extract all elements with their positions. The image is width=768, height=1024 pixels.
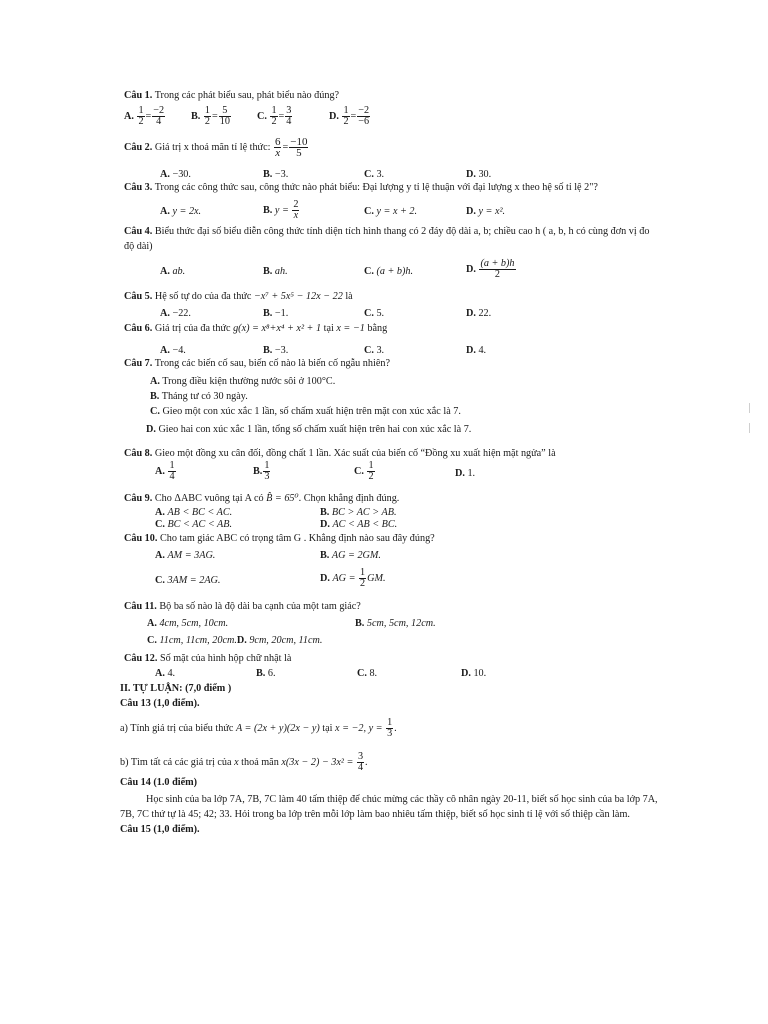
- q11-option-b: B. 5cm, 5cm, 12cm.: [355, 618, 436, 629]
- q9-option-b: B. BC > AC > AB.: [320, 507, 397, 518]
- q4-text: Biểu thức đại số biểu diễn công thức tính diện tích hình thang có 2 đáy độ dài a, b; chiều cao h ( a, b, h có cùng đơn vị đo: [154, 226, 650, 237]
- q1-option-b: B. $\frac{1}{2}$ = $\frac{5}{10}$: [191, 105, 230, 127]
- q2-option-a: A. −30.: [160, 169, 191, 180]
- q9-option-c: C. BC < AC < AB.: [155, 519, 233, 530]
- q7-option-b: B. Tháng tư có 30 ngày.: [150, 391, 248, 402]
- q11-line: Câu 11. Bộ ba số nào là độ dài ba cạnh của một tam giác?: [124, 601, 361, 612]
- q5-option-d: D. 22.: [466, 308, 492, 319]
- part-2-heading: II. TỰ LUẬN: (7,0 điểm ): [120, 683, 232, 694]
- q3-title: Câu 3.: [124, 182, 153, 193]
- q8-line: Câu 8. Gieo một đồng xu cân đối, đồng chất 1 lần. Xác suất của biến cố “Đồng xu xuất hiện mặt ngửa” là: [124, 448, 556, 459]
- scan-mark: [749, 423, 750, 433]
- q4-line-2: độ dài): [124, 241, 153, 252]
- q5-option-b: B. −1.: [263, 308, 289, 319]
- q3-option-d: D. y = x².: [466, 206, 506, 217]
- q12-option-d: D. 10.: [461, 668, 487, 679]
- q6-polynomial: g(x) = x⁸+x⁴ + x² + 1: [233, 323, 322, 334]
- q11-option-cd: C. 11cm, 11cm, 20cm.D. 9cm, 20cm, 11cm.: [147, 635, 323, 646]
- q12-title: Câu 12.: [124, 653, 158, 664]
- q10-option-b: B. AG = 2GM.: [320, 550, 381, 561]
- q9-option-a: A. AB < BC < AC.: [155, 507, 233, 518]
- q12-option-a: A. 4.: [155, 668, 176, 679]
- q5-polynomial: −x⁷ + 5x⁵ − 12x − 22: [253, 291, 343, 302]
- q12-line: Câu 12. Số mặt của hình hộp chữ nhật là: [124, 653, 292, 664]
- q7-line: Câu 7. Trong các biến cố sau, biến cố nào là biến cố ngẫu nhiên?: [124, 358, 390, 369]
- q12-option-b: B. 6.: [256, 668, 276, 679]
- q1-title: Câu 1.: [124, 90, 153, 101]
- q4-option-d: D. $\frac{(a + b)h}{2}$: [466, 258, 515, 280]
- q8-option-a: A. $\frac{1}{4}$: [155, 460, 175, 482]
- q4-option-b: B. ah.: [263, 266, 288, 277]
- q4-option-a: A. ab.: [160, 266, 186, 277]
- q8-title: Câu 8.: [124, 448, 153, 459]
- q13-title: Câu 13 (1,0 điểm).: [120, 698, 200, 709]
- q4-line: [124, 225, 649, 238]
- q10-title: Câu 10.: [124, 533, 158, 544]
- q4-option-c: C. (a + b)h.: [364, 266, 414, 277]
- q1-option-a: A. $\frac{1}{2}$ = $\frac{-2}{4}$: [124, 105, 165, 127]
- q13-part-b: b) Tìm tất cả các giá trị của x thoả mãn x(3x − 2) − 3x² = $\frac{3}{4}$ .: [120, 751, 368, 773]
- q2-option-d: D. 30.: [466, 169, 492, 180]
- q3-option-a: A. y = 2x.: [160, 206, 202, 217]
- q14-line-1: Học sinh của ba lớp 7A, 7B, 7C làm 40 tấm thiệp để chúc mừng các thầy cô nhân ngày 20-11, biết số học sinh của ba lớp 7A,: [146, 794, 658, 805]
- q9-title: Câu 9.: [124, 493, 153, 504]
- q2-option-b: B. −3.: [263, 169, 289, 180]
- q5-option-a: A. −22.: [160, 308, 191, 319]
- q8-option-b: B. $\frac{1}{3}$: [253, 460, 270, 482]
- q3-text: Trong các công thức sau, công thức nào phát biểu: Đại lượng y tỉ lệ thuận với đại lượng x theo hệ số tỉ lệ 2"?: [154, 182, 598, 193]
- q10-option-d: D. AG = $\frac{1}{2}$ GM.: [320, 567, 386, 589]
- q14-title: Câu 14 (1.0 điểm): [120, 777, 197, 788]
- q14-line-2: 7B, 7C thứ tự là 45; 42; 33. Hỏi trong ba lớp trên mỗi lớp làm bao nhiêu tấm thiệp, biết số học sinh tỉ lệ với số thiệp cần làm.: [120, 809, 630, 820]
- q6-option-b: B. −3.: [263, 345, 289, 356]
- q6-option-d: D. 4.: [466, 345, 487, 356]
- q2-line: Câu 2. Giá trị x thoả mãn tỉ lệ thức: $\frac{6}{x}$ = $\frac{-10}{5}$: [124, 136, 308, 159]
- q5-title: Câu 5.: [124, 291, 153, 302]
- q5-option-c: C. 5.: [364, 308, 385, 319]
- q2-option-c: C. 3.: [364, 169, 385, 180]
- q3-option-b: B. y = $\frac{2}{x}$: [263, 199, 299, 221]
- q8-option-c: C. $\frac{1}{2}$: [354, 460, 374, 482]
- q3-line: [124, 181, 598, 194]
- q5-line: Câu 5. Hệ số tự do của đa thức −x⁷ + 5x⁵ − 12x − 22 là: [124, 291, 353, 302]
- q7-title: Câu 7.: [124, 358, 153, 369]
- q10-option-c: C. 3AM = 2AG.: [155, 575, 221, 586]
- q10-option-a: A. AM = 3AG.: [155, 550, 216, 561]
- q12-option-c: C. 8.: [357, 668, 378, 679]
- q6-line: Câu 6. Giá trị của đa thức g(x) = x⁸+x⁴ + x² + 1 tại x = −1 bằng: [124, 323, 388, 334]
- q11-title: Câu 11.: [124, 601, 157, 612]
- q13-part-a: a) Tính giá trị của biểu thức A = (2x + y)(2x − y) tại x = −2, y = $\frac{1}{3}$ .: [120, 717, 397, 739]
- q3-option-c: C. y = x + 2.: [364, 206, 418, 217]
- q1-text: Trong các phát biểu sau, phát biểu nào đúng?: [154, 90, 340, 101]
- q6-option-c: C. 3.: [364, 345, 385, 356]
- q11-option-a: A. 4cm, 5cm, 10cm.: [147, 618, 229, 629]
- q6-option-a: A. −4.: [160, 345, 186, 356]
- q1-option-d: D. $\frac{1}{2}$ = $\frac{-2}{-6}$: [329, 105, 370, 127]
- q9-line: Câu 9. Cho ΔABC vuông tại A có B̂ = 65⁰. Chọn khẳng định đúng.: [124, 493, 400, 504]
- q8-option-d: D. 1.: [455, 468, 476, 479]
- q7-option-c: C. Gieo một con xúc xắc 1 lần, số chấm xuất hiện trên mặt con xúc xắc là 7.: [150, 406, 461, 417]
- q7-option-d: D. Gieo hai con xúc xắc 1 lần, tổng số chấm xuất hiện trên hai con xúc xắc là 7.: [146, 424, 472, 435]
- q7-option-a: A. Trong điều kiện thường nước sôi ở 100°C.: [150, 376, 336, 387]
- q10-line: Câu 10. Cho tam giác ABC có trọng tâm G . Khẳng định nào sau đây đúng?: [124, 533, 435, 544]
- q4-title: Câu 4.: [124, 226, 153, 237]
- q1-option-c: C. $\frac{1}{2}$ = $\frac{3}{4}$: [257, 105, 292, 127]
- q9-option-d: D. AC < AB < BC.: [320, 519, 398, 530]
- scan-mark: [749, 403, 750, 413]
- q2-text: Giá trị x thoả mãn tỉ lệ thức:: [154, 141, 271, 153]
- q15-title: Câu 15 (1,0 điểm).: [120, 824, 200, 835]
- q2-title: Câu 2.: [124, 141, 153, 153]
- q6-title: Câu 6.: [124, 323, 153, 334]
- q1-line: [124, 89, 339, 102]
